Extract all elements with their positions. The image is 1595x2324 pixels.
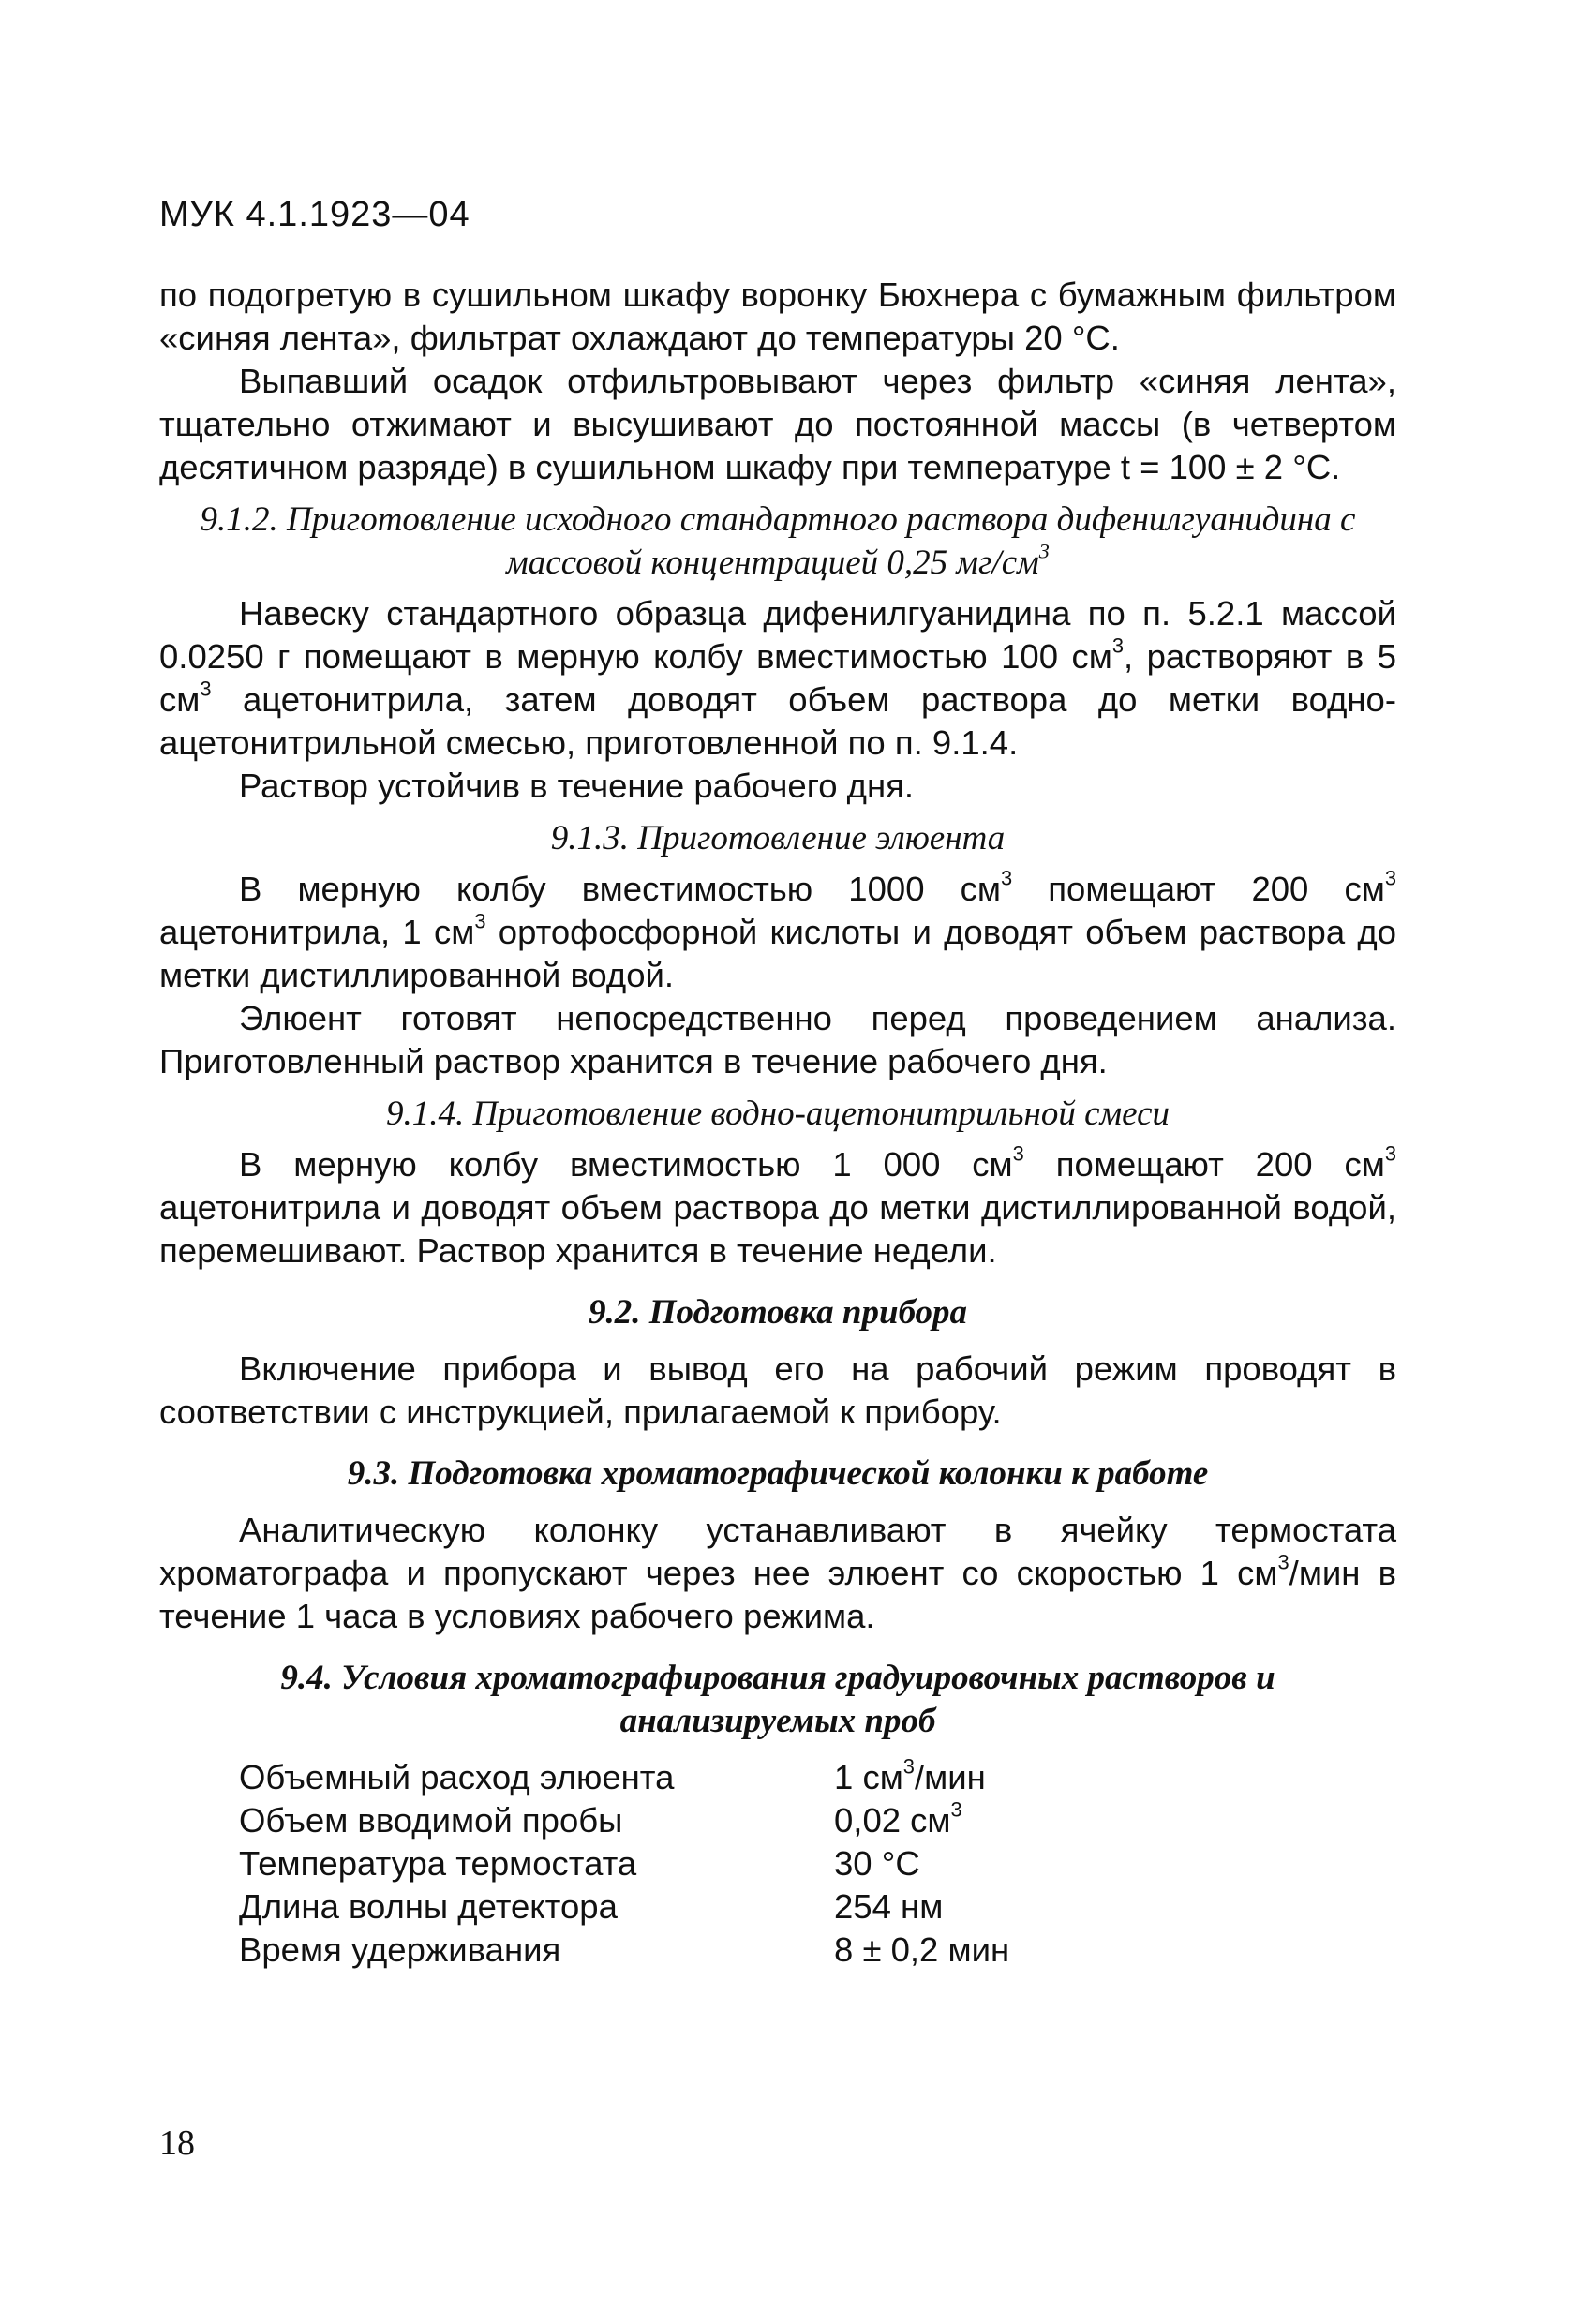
text-fragment: Аналитическую колонку устанавливают в ячейку термостата хроматографа и пропускают через нее элюент со скоростью 1 см <box>159 1511 1396 1592</box>
condition-value <box>834 1799 1009 1842</box>
superscript: 3 <box>1012 1141 1024 1166</box>
text-fragment: ацетонитрила и доводят объем раствора до метки дистиллированной водой, перемешивают. Раствор хранится в течение недели. <box>159 1188 1396 1270</box>
superscript: 3 <box>1277 1550 1289 1574</box>
text-fragment: ацетонитрила, затем доводят объем раствора до метки водно-ацетонитрильной смесью, приготовленной по п. 9.1.4. <box>159 680 1396 762</box>
text-fragment: ортофосфорной кислоты и доводят объем раствора до метки дистиллированной водой. <box>159 913 1396 994</box>
superscript: 3 <box>200 677 212 701</box>
text-fragment: , растворяют в 5 см <box>159 637 1396 719</box>
subsection-heading-9-1-2 <box>159 499 1396 585</box>
paragraph-stability: Раствор устойчив в течение рабочего дня. <box>239 767 915 805</box>
paragraph-precipitate: Выпавший осадок отфильтровывают через фильтр «синяя лента», тщательно отжимают и высушивают до постоянной массы (в четвертом десятичном разряде) в сушильном шкафу при температуре t = 100 ± 2 °С. <box>159 362 1396 486</box>
condition-row <box>239 1799 1009 1842</box>
paragraph-standard-sample <box>159 592 1396 765</box>
condition-row <box>239 1842 1009 1885</box>
condition-value-text: 8 ± 0,2 мин <box>834 1930 1010 1969</box>
superscript: 3 <box>1038 539 1050 563</box>
section-heading-9-3: 9.3. Подготовка хроматографической колонки к работе <box>347 1454 1209 1493</box>
condition-parameter: Длина волны детектора <box>239 1887 618 1926</box>
text-fragment: ацетонитрила, 1 см <box>159 913 475 951</box>
document-body <box>159 274 1396 1972</box>
condition-row <box>239 1929 1009 1972</box>
paragraph-instrument-setup: Включение прибора и вывод его на рабочий режим проводят в соответствии с инструкцией, прилагаемой к прибору. <box>159 1349 1396 1431</box>
subsection-heading-9-1-2-text: 9.1.2. Приготовление исходного стандартного раствора дифенилгуанидина с массовой концентрацией 0,25 мг/см <box>200 500 1356 582</box>
condition-value <box>834 1929 1009 1972</box>
condition-parameter: Время удерживания <box>239 1930 561 1969</box>
superscript: 3 <box>902 1754 915 1779</box>
superscript: 3 <box>474 909 486 933</box>
condition-value-unit: /мин <box>914 1758 986 1796</box>
condition-value-text: 254 нм <box>834 1887 944 1926</box>
text-fragment: помещают 200 см <box>1012 870 1385 908</box>
condition-value <box>834 1842 1009 1885</box>
superscript: 3 <box>950 1797 962 1822</box>
condition-row <box>239 1756 1009 1799</box>
condition-value <box>834 1885 1009 1929</box>
text-fragment: В мерную колбу вместимостью 1 000 см <box>239 1145 1013 1184</box>
paragraph-eluent-storage: Элюент готовят непосредственно перед проведением анализа. Приготовленный раствор хранится в течение рабочего дня. <box>159 999 1396 1080</box>
superscript: 3 <box>1111 633 1124 658</box>
condition-value-text: 1 см <box>834 1758 903 1796</box>
text-fragment: Навеску стандартного образца дифенилгуанидина по п. 5.2.1 массой 0.0250 г помещают в мерную колбу вместимостью 100 см <box>159 594 1396 676</box>
paragraph-eluent-preparation <box>159 868 1396 997</box>
subsection-heading-9-1-4: 9.1.4. Приготовление водно-ацетонитрильной смеси <box>385 1095 1170 1133</box>
paragraph-filtration-continued: по подогретую в сушильном шкафу воронку Бюхнера с бумажным фильтром «синяя лента», фильтрат охлаждают до температуры 20 °С. <box>159 276 1396 357</box>
condition-parameter: Температура термостата <box>239 1844 637 1883</box>
condition-value <box>834 1756 1009 1799</box>
superscript: 3 <box>1384 1141 1396 1166</box>
document-code-header: МУК 4.1.1923—04 <box>159 195 470 234</box>
subsection-heading-9-1-3: 9.1.3. Приготовление элюента <box>550 819 1006 857</box>
condition-parameter: Объем вводимой пробы <box>239 1801 623 1840</box>
superscript: 3 <box>1384 866 1396 890</box>
condition-row <box>239 1885 1009 1929</box>
condition-value-text: 0,02 см <box>834 1801 951 1840</box>
section-heading-9-4: 9.4. Условия хроматографирования градуировочных растворов и анализируемых проб <box>280 1659 1275 1740</box>
text-fragment: помещают 200 см <box>1023 1145 1385 1184</box>
page-number: 18 <box>159 2123 195 2163</box>
chromatography-conditions-table <box>239 1756 1009 1972</box>
paragraph-water-acetonitrile-mixture <box>159 1143 1396 1273</box>
section-heading-9-2: 9.2. Подготовка прибора <box>588 1293 968 1332</box>
condition-value-text: 30 °С <box>834 1844 920 1883</box>
condition-parameter: Объемный расход элюента <box>239 1758 675 1796</box>
paragraph-column-setup <box>159 1509 1396 1638</box>
text-fragment: /мин в течение 1 часа в условиях рабочего режима. <box>159 1554 1397 1635</box>
text-fragment: В мерную колбу вместимостью 1000 см <box>239 870 1001 908</box>
superscript: 3 <box>1000 866 1013 890</box>
